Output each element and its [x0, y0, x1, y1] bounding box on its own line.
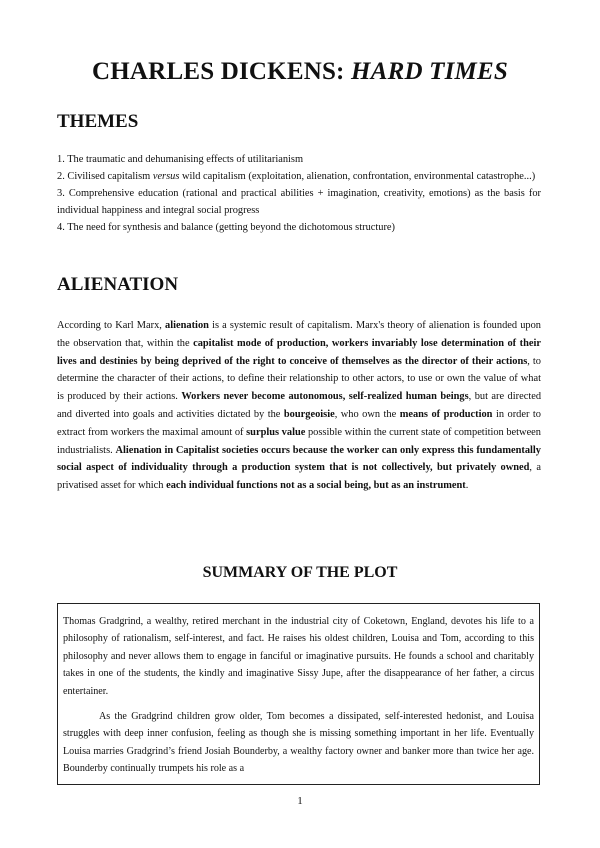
alienation-emphasis: capitalist mode of production, workers invariably lose determination of their lives and destinies by being deprived of the right to conceive of themselves as the director of their actions	[57, 337, 541, 367]
theme-item-3: 3. Comprehensive education (rational and practical abilities + imagination, creativity, emotions) as the basis for individual happiness and integral social progress	[57, 188, 541, 216]
title-book: HARD TIMES	[351, 58, 508, 85]
theme-item-2: 2. Civilised capitalism versus wild capitalism (exploitation, alienation, confrontation, environmental catastrophe...)	[57, 171, 536, 182]
page-number: 1	[297, 795, 303, 807]
alienation-emphasis: alienation	[165, 320, 209, 331]
themes-heading: THEMES	[57, 111, 139, 132]
title-author: CHARLES DICKENS:	[92, 58, 352, 85]
alienation-emphasis: bourgeoisie	[283, 408, 335, 420]
theme-item-1: 1. The traumatic and dehumanising effects of utilitarianism	[57, 154, 304, 165]
plot-paragraph-1: Thomas Gradgrind, a wealthy, retired merchant in the industrial city of Coketown, England, devotes his life to a philosophy of rationalism, self-interest, and fact. He raises his oldest children, Louisa and Tom, according to this philosophy and never allows them to engage in fanciful or imaginative pursuits. He founds a school and charitably takes in one of the students, the kindly and imaginative Sissy Jupe, after the disappearance of her father, a circus entertainer.	[63, 616, 534, 697]
alienation-paragraph	[57, 317, 541, 495]
alienation-emphasis: each individual functions not as a social being, but as an instrument	[166, 480, 466, 492]
alienation-text: .	[465, 480, 469, 492]
alienation-text: , to determine the character of their actions, to define their relationship to other actors, to use or own the value of what is produced by their actions.	[57, 355, 541, 403]
alienation-emphasis: surplus value	[246, 426, 306, 438]
summary-heading: SUMMARY OF THE PLOT	[202, 564, 398, 581]
document-title	[0, 58, 600, 86]
alienation-emphasis: means of production	[399, 408, 493, 420]
themes-list	[57, 151, 541, 236]
alienation-text: According to Karl Marx,	[57, 320, 166, 331]
alienation-text: , who own the	[334, 408, 400, 420]
alienation-text: is a systemic result of capitalism. Marx's theory of alienation is founded upon the observation that, within the	[57, 320, 541, 349]
alienation-heading: ALIENATION	[57, 274, 179, 295]
alienation-emphasis: Workers never become autonomous, self-realized human beings	[181, 391, 469, 403]
alienation-text: , a privatised asset for which	[57, 462, 541, 492]
theme-item-4: 4. The need for synthesis and balance (getting beyond the dichotomous structure)	[57, 222, 395, 233]
alienation-emphasis: Alienation in Capitalist societies occurs because the worker can only express this fundamentally social aspect of individuality through a production system that is not collectively, but privately owned	[57, 444, 541, 474]
plot-paragraph-2: As the Gradgrind children grow older, Tom becomes a dissipated, self-interested hedonist, and Louisa struggles with deep inner confusion, feeling as though she is missing something important in her life. Eventually Louisa marries Gradgrind’s friend Josiah Bounderby, a wealthy factory owner and banker more than twice her age. Bounderby continually trumpets his role as a	[63, 711, 534, 775]
alienation-text: in order to extract from workers the maximal amount of	[57, 408, 541, 438]
plot-summary-box	[57, 603, 540, 785]
alienation-text: , but are directed and diverted into goals and activities dictated by the	[57, 391, 542, 420]
alienation-text: possible within the current state of competition between industrialists.	[57, 426, 541, 456]
